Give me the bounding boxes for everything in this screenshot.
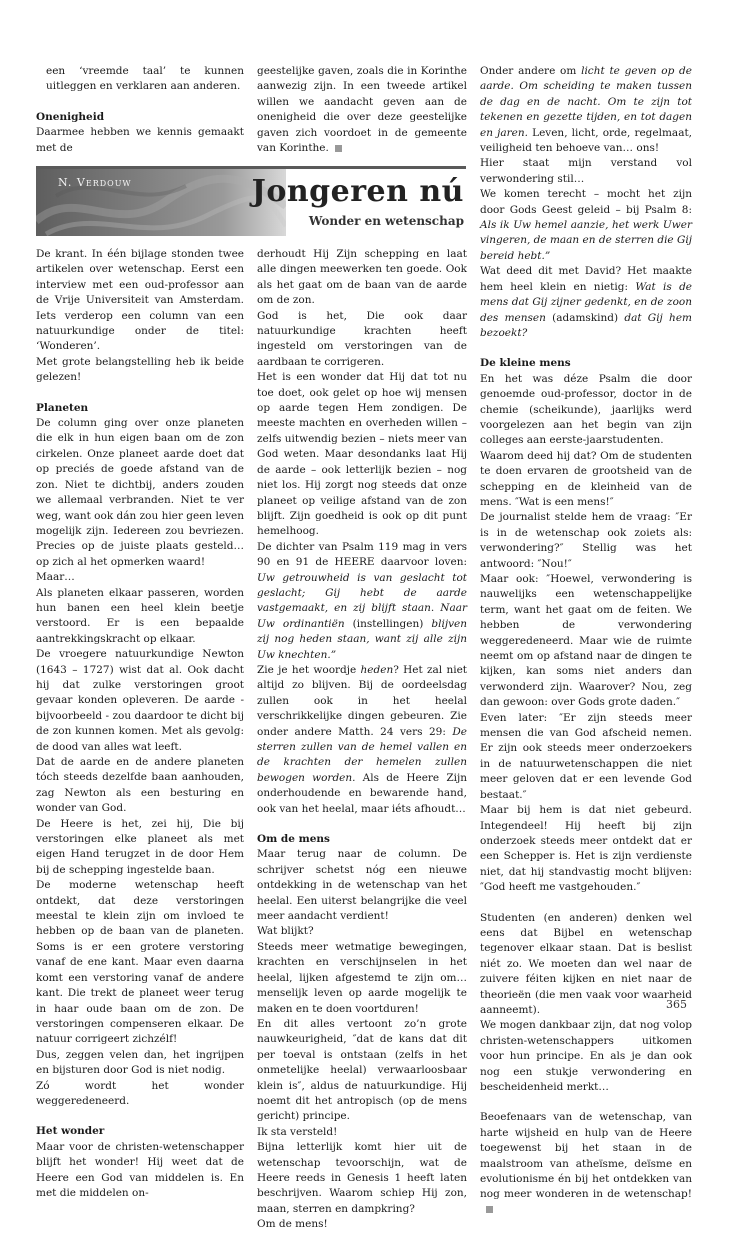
top-left-column <box>36 64 244 156</box>
paragraph: Maar voor de christen-wetenschapper blijft het wonder! Hij weet dat de Heere een God van middelen is. En met die middelen on- <box>36 1140 244 1199</box>
article-title: Jongeren nú <box>251 174 464 209</box>
header-band <box>36 166 286 236</box>
section-heading-onenigheid: Onenigheid <box>36 110 105 123</box>
paragraph: De vroegere natuurkundige Newton (1643 – 1727) wist dat al. Ook dacht hij dat zulke verstoringen groot gevaar konden opleveren. De aarde - bijvoorbeeld - zou daardoor te dicht bij de zon kunnen komen. Met als gevolg: de dood van alles wat leeft. <box>36 648 244 753</box>
paragraph: Ik sta versteld! <box>257 1125 338 1138</box>
paragraph: De column ging over onze planeten die elk in hun eigen baan om de zon cirkelen. Onze planeet aarde doet dat op preciés de goede afstand van de zon. Niet te dichtbij, anders zouden we allemaal verbranden. Niet te ver weg, want ook dán zou hier geen leven mogelijk zijn. Iedereen zou bevriezen. Precies op de juiste plaats gesteld… op zich al het opmerken waard! <box>36 417 244 568</box>
article-subtitle: Wonder en wetenschap <box>308 214 464 228</box>
article-header <box>36 166 466 236</box>
end-square-icon <box>486 1206 493 1213</box>
paragraph: Maar… <box>36 571 75 584</box>
paragraph: De krant. In één bijlage stonden twee artikelen over wetenschap. Eerst een interview met een oud-professor aan de Vrije Universiteit van Amsterdam. Iets verderop een column van een natuurkundige onder de titel: ‘Wonderen’. <box>36 248 244 353</box>
paragraph: De journalist stelde hem de vraag: ″Er is in de wetenschap ook zoiets als: verwondering?″ Stellig was het antwoord: ″Nou!″ <box>480 511 692 570</box>
section-heading-planeten: Planeten <box>36 401 89 414</box>
paragraph: Wat deed dit met David? Het maakte hem heel klein en nietig: Wat is de mens dat Gij zijner gedenkt, en de zoon des mensen (adamskind) dat Gij hem bezoekt? <box>480 265 693 339</box>
section-heading-om-de-mens: Om de mens <box>257 833 330 846</box>
paragraph: Met grote belangstelling heb ik beide gelezen! <box>36 355 244 384</box>
right-column <box>480 64 692 1218</box>
paragraph: Maar ook: ″Hoewel, verwondering is nauwelijks een wetenschappelijke term, want het gaat om de feiten. We hebben de verwondering weggeredeneerd. Maar wie de ruimte neemt om op afstand naar de dingen te kijken, kan soms niet anders dan verwonderd zijn. Waarover? Nou, zeg dan gewoon: over Gods grote daden.″ <box>480 573 692 709</box>
paragraph: De moderne wetenschap heeft ontdekt, dat deze verstoringen meestal te klein zijn om invloed te hebben op de baan van de planeten. Soms is er een grotere verstoring vanaf de ene kant. Maar even daarna komt een verstoring vanaf de andere kant. Die trekt de planeet weer terug in haar oude baan om de zon. De verstoringen compenseren elkaar. De natuur corrigeert zichzélf! <box>36 879 244 1046</box>
paragraph: Maar bij hem is dat niet gebeurd. Integendeel! Hij heeft bij zijn onderzoek steeds meer ontdekt dat er een Schepper is. Het is zijn verdienste niet, dat hij standvastig mocht blijven: ″God heeft me vastgehouden.″ <box>480 804 692 894</box>
paragraph: Onder andere om licht te geven op de aarde. Om scheiding te maken tussen de dag en de nacht. Om te zijn tot tekenen en gezette tijden, en tot dagen en jaren. Leven, licht, orde, regelmaat, veiligheid ten behoeve van… ons! <box>480 65 693 155</box>
paragraph: derhoudt Hij Zijn schepping en laat alle dingen meewerken ten goede. Ook als het gaat om de baan van de aarde om de zon. <box>257 248 467 307</box>
section-heading-de-kleine-mens: De kleine mens <box>480 357 571 370</box>
paragraph: Beoefenaars van de wetenschap, van harte wijsheid en hulp van de Heere toegewenst bij het staan in de maalstroom van atheïsme, deïsme en evolutionisme én bij het ontdekken van nog meer wonderen in de wetenschap! <box>480 1110 692 1218</box>
paragraph: geestelijke gaven, zoals die in Korinthe aanwezig zijn. In een tweede artikel willen we aandacht geven aan de onenigheid die over deze geestelijke gaven zich voordoet in de gemeente van Korinthe. <box>257 65 467 155</box>
paragraph: Studenten (en anderen) denken wel eens dat Bijbel en wetenschap tegenover elkaar staan. Dat is beslist niét zo. We moeten dan wel naar de zuivere féiten kijken en niet naar de theorieën (die men vaak voor waarheid aanneemt). <box>480 911 692 1016</box>
paragraph: De Heere is het, zei hij, Die bij verstoringen elke planeet als met eigen Hand terugzet in de door Hem bij de schepping ingestelde baan. <box>36 817 244 876</box>
page-number: 365 <box>666 998 687 1011</box>
paragraph: Zó wordt het wonder weggeredeneerd. <box>36 1079 244 1107</box>
paragraph: Waarom deed hij dat? Om de studenten te doen ervaren de grootsheid van de schepping en de kleinheid van de mens. ″Wat is een mens!″ <box>480 449 692 508</box>
paragraph: Even later: ″Er zijn steeds meer mensen die van God afscheid nemen. Er zijn ook steeds meer onderzoekers in de natuurwetenschappen die niet meer geloven dat er een levende God bestaat.″ <box>480 711 692 801</box>
paragraph: We mogen dankbaar zijn, dat nog volop christen-wetenschappers uitkomen voor hun principe. En als je dan ook nog een stukje verwondering en bescheidenheid merkt… <box>480 1019 692 1093</box>
paragraph: Maar terug naar de column. De schrijver schetst nóg een nieuwe ontdekking in de wetenschap van het heelal. Een uiterst belangrijke die veel meer aandacht verdient! <box>257 848 467 923</box>
top-middle-column <box>257 64 467 156</box>
left-column <box>36 247 244 1201</box>
paragraph: Het is een wonder dat Hij dat tot nu toe doet, ook gelet op hoe wij mensen op aarde tegen Hem zondigen. De meeste machten en overheden willen – zelfs uitwendig bezien – niets meer van God weten. Maar desondanks laat Hij de aarde – ook letterlijk bezien – nog niet los. Hij zorgt nog steeds dat onze planeet op veilige afstand van de zon blijft. Zijn goedheid is ook op dit punt hemelhoog. <box>257 371 467 538</box>
paragraph: En dit alles vertoont zo’n grote nauwkeurigheid, ″dat de kans dat dit per toeval is ontstaan (zelfs in het onmetelijke heelal) verwaarloosbaar klein is″, aldus de natuurkundige. Hij noemt dit het antropisch (op de mens gericht) principe. <box>257 1017 467 1123</box>
paragraph: Zie je het woordje heden? Het zal niet altijd zo blijven. Bij de oordeelsdag zullen ook in het heelal verschrikkelijke dingen gebeuren. Zie onder andere Matth. 24 vers 29: De sterren zullen van de hemel vallen en de krachten der hemelen zullen bewogen worden. Als de Heere Zijn onderhoudende en bewarende hand, ook van het heelal, maar iéts afhoudt… <box>257 663 468 815</box>
paragraph: Om de mens! <box>257 1218 328 1231</box>
paragraph: Bijna letterlijk komt hier uit de wetenschap tevoorschijn, wat de Heere reeds in Genesis 1 heeft laten beschrijven. Waarom schiep Hij zon, maan, sterren en dampkring? <box>257 1141 467 1215</box>
paragraph: Daarmee hebben we kennis gemaakt met de <box>36 126 244 154</box>
paragraph: Steeds meer wetmatige bewegingen, krachten en verschijnselen in het heelal, lijken afgestemd te zijn om… menselijk leven op aarde mogelijk te maken en te doen voortduren! <box>257 940 467 1015</box>
paragraph: En het was déze Psalm die door genoemde oud-professor, doctor in de chemie (scheikunde), jaarlijks werd voorgelezen aan het begin van zijn colleges aan eerste-jaarstudenten. <box>480 372 692 447</box>
paragraph: Dat de aarde en de andere planeten tóch steeds dezelfde baan aanhouden, zag Newton als een besturing en wonder van God. <box>36 756 244 815</box>
paragraph: God is het, Die ook daar natuurkundige krachten heeft ingesteld om verstoringen van de aardbaan te corrigeren. <box>257 309 467 368</box>
middle-column <box>257 247 467 1233</box>
end-square-icon <box>335 145 342 152</box>
paragraph: We komen terecht – mocht het zijn door Gods Geest geleid – bij Psalm 8: Als ik Uw hemel aanzie, het werk Uwer vingeren, de maan en de sterren die Gij bereid hebt.” <box>480 188 692 262</box>
author-name: N. Verdouw <box>58 176 132 189</box>
paragraph: Wat blijkt? <box>257 925 314 938</box>
paragraph: Als planeten elkaar passeren, worden hun banen een heel klein beetje verstoord. Er is een bepaalde aantrekkingskracht op elkaar. <box>36 586 244 645</box>
paragraph: een ‘vreemde taal’ te kunnen uitleggen en verklaren aan anderen. <box>46 65 244 93</box>
header-rule <box>36 166 466 169</box>
paragraph: Hier staat mijn verstand vol verwondering stil… <box>480 157 692 185</box>
paragraph: De dichter van Psalm 119 mag in vers 90 en 91 de HEERE daarvoor loven: Uw getrouwheid is van geslacht tot geslacht; Gij hebt de aarde vastgemaakt, en zij blijft staan. Naar Uw ordinantiën (instellingen) blijven zij nog heden staan, want zij alle zijn Uw knechten.” <box>257 540 467 661</box>
section-heading-het-wonder: Het wonder <box>36 1125 105 1138</box>
paragraph: Dus, zeggen velen dan, het ingrijpen en bijsturen door God is niet nodig. <box>36 1048 244 1077</box>
